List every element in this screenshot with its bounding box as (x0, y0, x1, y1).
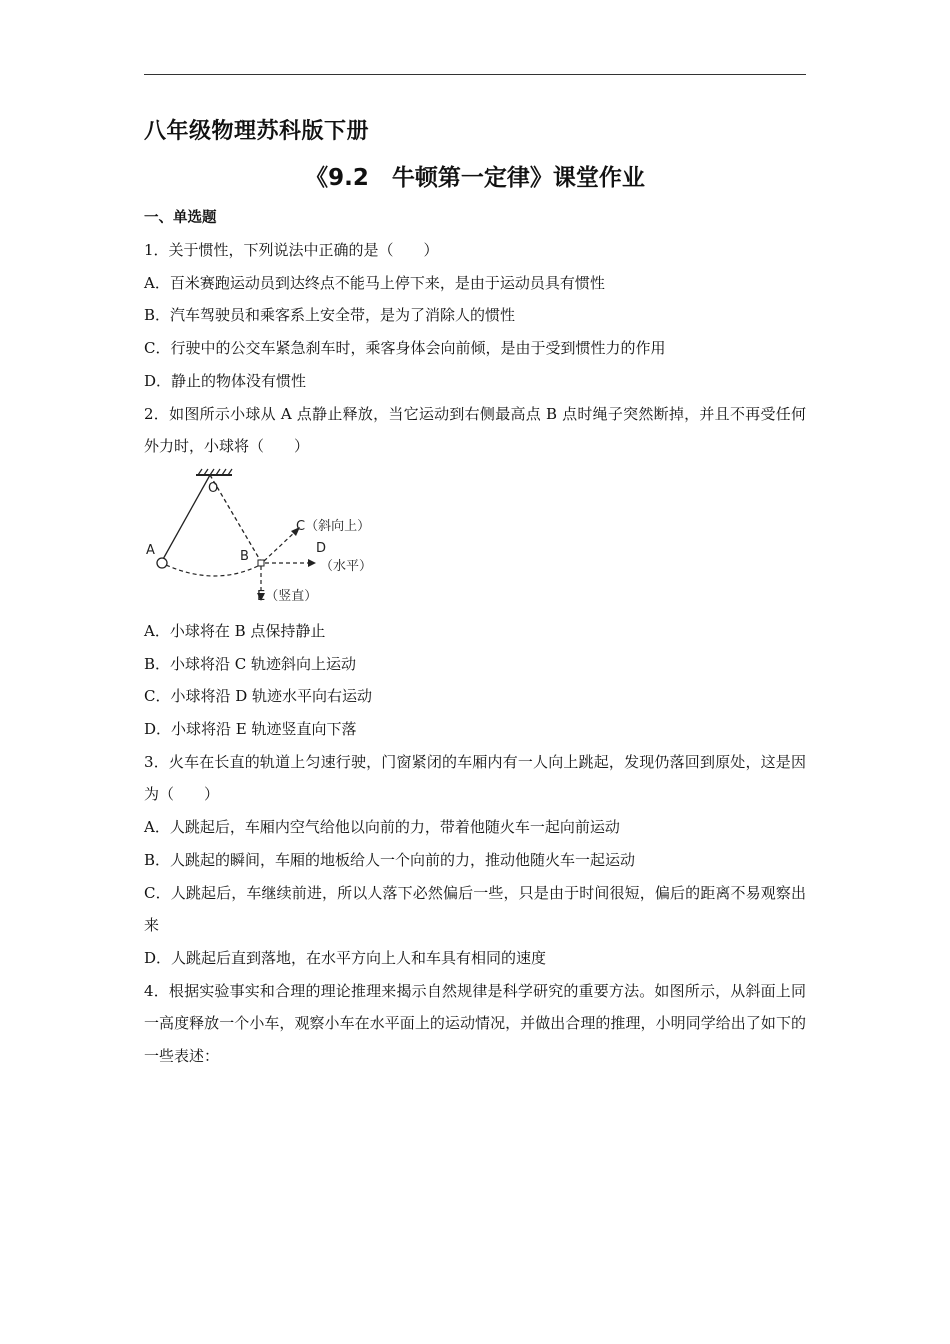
question-4-stem: 4．根据实验事实和合理的理论推理来揭示自然规律是科学研究的重要方法。如图所示，从斜面上同一高度释放一个小车，观察小车在水平面上的运动情况，并做出合理的推理，小明同学给出了如下的一些表述： (144, 981, 806, 1066)
question-2-option-d: D．小球将沿 E 轨迹竖直向下落 (144, 720, 357, 739)
question-3-option-c: C．人跳起后，车继续前进，所以人落下必然偏后一些，只是由于时间很短，偏后的距离不易观察出来 (144, 883, 806, 935)
document-body (144, 112, 806, 1073)
ball-b (258, 560, 264, 566)
question-1-option-a: A．百米赛跑运动员到达终点不能马上停下来，是由于运动员具有惯性 (144, 273, 605, 292)
section-heading: 一、单选题 (144, 210, 217, 226)
document-title: 八年级物理苏科版下册 (144, 119, 370, 144)
question-3-option-b: B．人跳起的瞬间，车厢的地板给人一个向前的力，推动他随火车一起运动 (144, 850, 636, 869)
string-solid (162, 475, 210, 561)
pendulum-figure (144, 465, 384, 615)
question-2-option-b: B．小球将沿 C 轨迹斜向上运动 (144, 654, 357, 673)
question-1-option-d: D．静止的物体没有惯性 (144, 371, 307, 390)
question-4 (144, 975, 806, 1073)
question-2 (144, 398, 806, 746)
ball-a (157, 558, 167, 568)
question-1-stem: 1．关于惯性，下列说法中正确的是（ ） (144, 241, 439, 259)
arrow-d-head (308, 559, 316, 567)
arrow-c-line (264, 531, 296, 561)
question-1-option-c: C．行驶中的公交车紧急刹车时，乘客身体会向前倾，是由于受到惯性力的作用 (144, 339, 666, 358)
question-3 (144, 746, 806, 975)
label-b: B (240, 548, 249, 564)
question-1-option-b: B．汽车驾驶员和乘客系上安全带，是为了消除人的惯性 (144, 306, 516, 325)
header-rule (144, 74, 806, 75)
question-2-option-a: A．小球将在 B 点保持静止 (144, 621, 326, 640)
document-subtitle: 《9.2 牛顿第一定律》课堂作业 (305, 165, 645, 191)
trajectory-arc (166, 565, 260, 576)
label-d: D (316, 540, 327, 556)
question-3-option-a: A．人跳起后，车厢内空气给他以向前的力，带着他随火车一起向前运动 (144, 818, 620, 837)
label-a: A (146, 542, 155, 558)
question-3-option-d: D．人跳起后直到落地，在水平方向上人和车具有相同的速度 (144, 948, 547, 967)
label-c: C（斜向上） (296, 518, 371, 534)
question-1 (144, 234, 806, 398)
label-o: O (208, 480, 219, 496)
question-2-option-c: C．小球将沿 D 轨迹水平向右运动 (144, 687, 373, 706)
question-2-stem: 2．如图所示小球从 A 点静止释放，当它运动到右侧最高点 B 点时绳子突然断掉，并且不再受任何外力时，小球将（ ） (144, 404, 806, 456)
label-e: E（竖直） (257, 588, 318, 604)
question-3-stem: 3．火车在长直的轨道上匀速行驶，门窗紧闭的车厢内有一人向上跳起，发现仍落回到原处，这是因为（ ） (144, 752, 806, 804)
label-d-direction: （水平） (320, 558, 373, 574)
